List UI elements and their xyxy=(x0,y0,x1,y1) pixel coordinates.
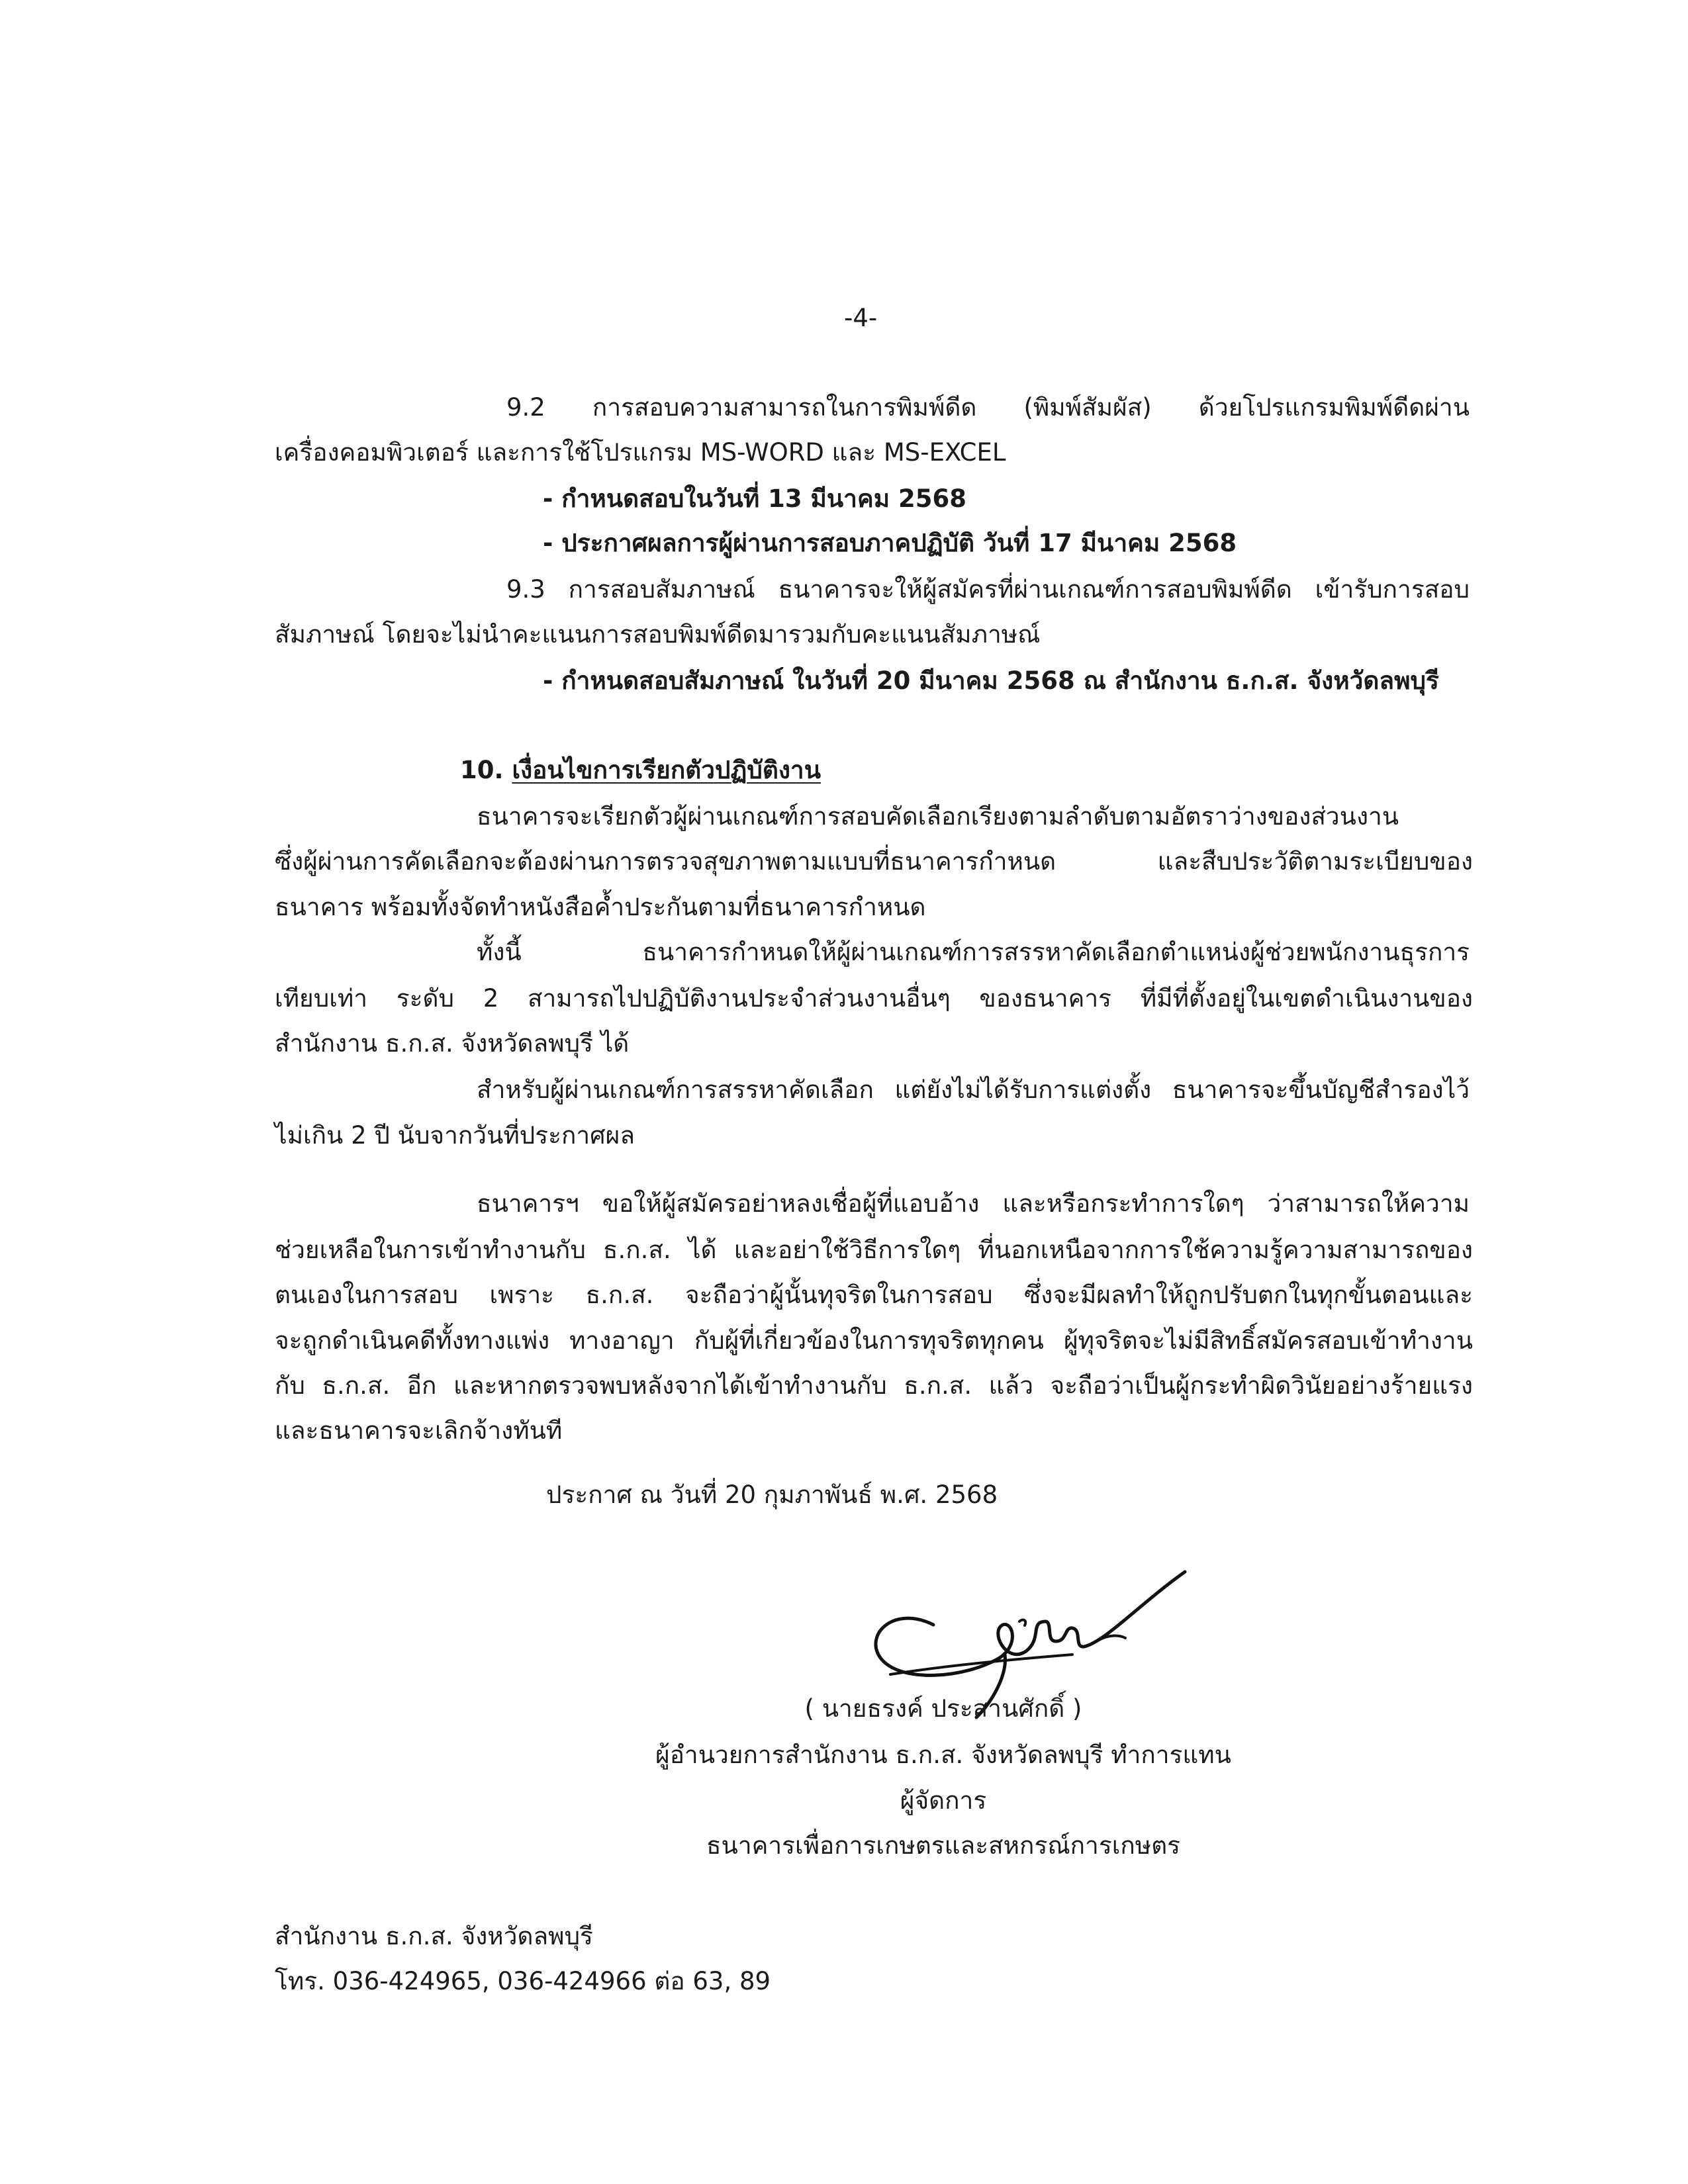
section-10-title: เงื่อนไขการเรียกตัวปฏิบัติงาน xyxy=(512,756,821,784)
section-9-3-line-2: สัมภาษณ์ โดยจะไม่นำคะแนนการสอบพิมพ์ดีดมารวมกับคะแนนสัมภาษณ์ xyxy=(275,620,1041,649)
section-10-p2-line-2: เทียบเท่า ระดับ 2 สามารถไปปฏิบัติงานประจำส่วนงานอื่นๆ ของธนาคาร ที่มีที่ตั้งอยู่ในเขตดำเนินงานของ xyxy=(275,984,1473,1013)
signatory-position-1: ผู้อำนวยการสำนักงาน ธ.ก.ส. จังหวัดลพบุรี ทำการแทน xyxy=(655,1741,1231,1769)
section-10-p3-line-2: ไม่เกิน 2 ปี นับจากวันที่ประกาศผล xyxy=(275,1121,635,1150)
section-10-p3-line-1: สำหรับผู้ผ่านเกณฑ์การสรรหาคัดเลือก แต่ยังไม่ได้รับการแต่งตั้ง ธนาคารจะขึ้นบัญชีสำรองไว้ xyxy=(477,1075,1470,1104)
section-9-2-schedule-1: - กำหนดสอบในวันที่ 13 มีนาคม 2568 xyxy=(543,484,966,513)
page-number: -4- xyxy=(844,304,878,332)
section-9-2-line-1: 9.2 การสอบความสามารถในการพิมพ์ดีด (พิมพ์สัมผัส) ด้วยโปรแกรมพิมพ์ดีดผ่าน xyxy=(506,393,1470,422)
section-10-p1-line-2: ซึ่งผู้ผ่านการคัดเลือกจะต้องผ่านการตรวจสุขภาพตามแบบที่ธนาคารกำหนด และสืบประวัติตามระเบียบของ xyxy=(275,847,1473,876)
section-9-2-line-2: เครื่องคอมพิวเตอร์ และการใช้โปรแกรม MS-WORD และ MS-EXCEL xyxy=(275,438,1006,467)
section-9-3-schedule: - กำหนดสอบสัมภาษณ์ ในวันที่ 20 มีนาคม 2568 ณ สำนักงาน ธ.ก.ส. จังหวัดลพบุรี xyxy=(543,666,1439,695)
warning-line-6: และธนาคารจะเลิกจ้างทันที xyxy=(275,1416,563,1445)
signatory-position-2: ผู้จัดการ xyxy=(900,1786,987,1815)
section-9-2-schedule-2: - ประกาศผลการผู้ผ่านการสอบภาคปฏิบัติ วันที่ 17 มีนาคม 2568 xyxy=(543,529,1237,557)
warning-line-2: ช่วยเหลือในการเข้าทำงานกับ ธ.ก.ส. ได้ และอย่าใช้วิธีการใดๆ ที่นอกเหนือจากการใช้ความรู้ความสามารถของ xyxy=(275,1236,1473,1264)
signatory-organization: ธนาคารเพื่อการเกษตรและสหกรณ์การเกษตร xyxy=(706,1831,1181,1860)
warning-line-4: จะถูกดำเนินคดีทั้งทางแพ่ง ทางอาญา กับผู้ที่เกี่ยวข้องในการทุจริตทุกคน ผู้ทุจริตจะไม่มีสิทธิ์สมัครสอบเข้าทำงาน xyxy=(275,1326,1473,1355)
announcement-date: ประกาศ ณ วันที่ 20 กุมภาพันธ์ พ.ศ. 2568 xyxy=(546,1480,998,1509)
section-10-p1-line-1: ธนาคารจะเรียกตัวผู้ผ่านเกณฑ์การสอบคัดเลือกเรียงตามลำดับตามอัตราว่างของส่วนงาน xyxy=(477,802,1399,831)
signatory-name: ( นายธรงค์ ประสานศักดิ์ ) xyxy=(804,1694,1082,1723)
warning-line-5: กับ ธ.ก.ส. อีก และหากตรวจพบหลังจากได้เข้าทำงานกับ ธ.ก.ส. แล้ว จะถือว่าเป็นผู้กระทำผิดวินัยอย่างร้ายแรง xyxy=(275,1371,1473,1400)
section-10-number: 10. xyxy=(460,756,504,784)
section-10-p1-line-3: ธนาคาร พร้อมทั้งจัดทำหนังสือค้ำประกันตามที่ธนาคารกำหนด xyxy=(275,893,926,921)
section-10-heading xyxy=(460,758,821,782)
contact-phone: โทร. 036-424965, 036-424966 ต่อ 63, 89 xyxy=(275,1967,771,1995)
section-10-p2-line-1: ทั้งนี้ ธนาคารกำหนดให้ผู้ผ่านเกณฑ์การสรรหาคัดเลือกตำแหน่งผู้ช่วยพนักงานธุรการ xyxy=(477,938,1470,966)
contact-office: สำนักงาน ธ.ก.ส. จังหวัดลพบุรี xyxy=(275,1922,593,1950)
section-10-p2-line-3: สำนักงาน ธ.ก.ส. จังหวัดลพบุรี ได้ xyxy=(275,1029,630,1058)
warning-line-3: ตนเองในการสอบ เพราะ ธ.ก.ส. จะถือว่าผู้นั้นทุจริตในการสอบ ซึ่งจะมีผลทำให้ถูกปรับตกในทุกขั้นตอนและ xyxy=(275,1281,1473,1309)
warning-line-1: ธนาคารฯ ขอให้ผู้สมัครอย่าหลงเชื่อผู้ที่แอบอ้าง และหรือกระทำการใดๆ ว่าสามารถให้ความ xyxy=(477,1189,1470,1218)
section-9-3-line-1: 9.3 การสอบสัมภาษณ์ ธนาคารจะให้ผู้สมัครที่ผ่านเกณฑ์การสอบพิมพ์ดีด เข้ารับการสอบ xyxy=(506,575,1470,604)
